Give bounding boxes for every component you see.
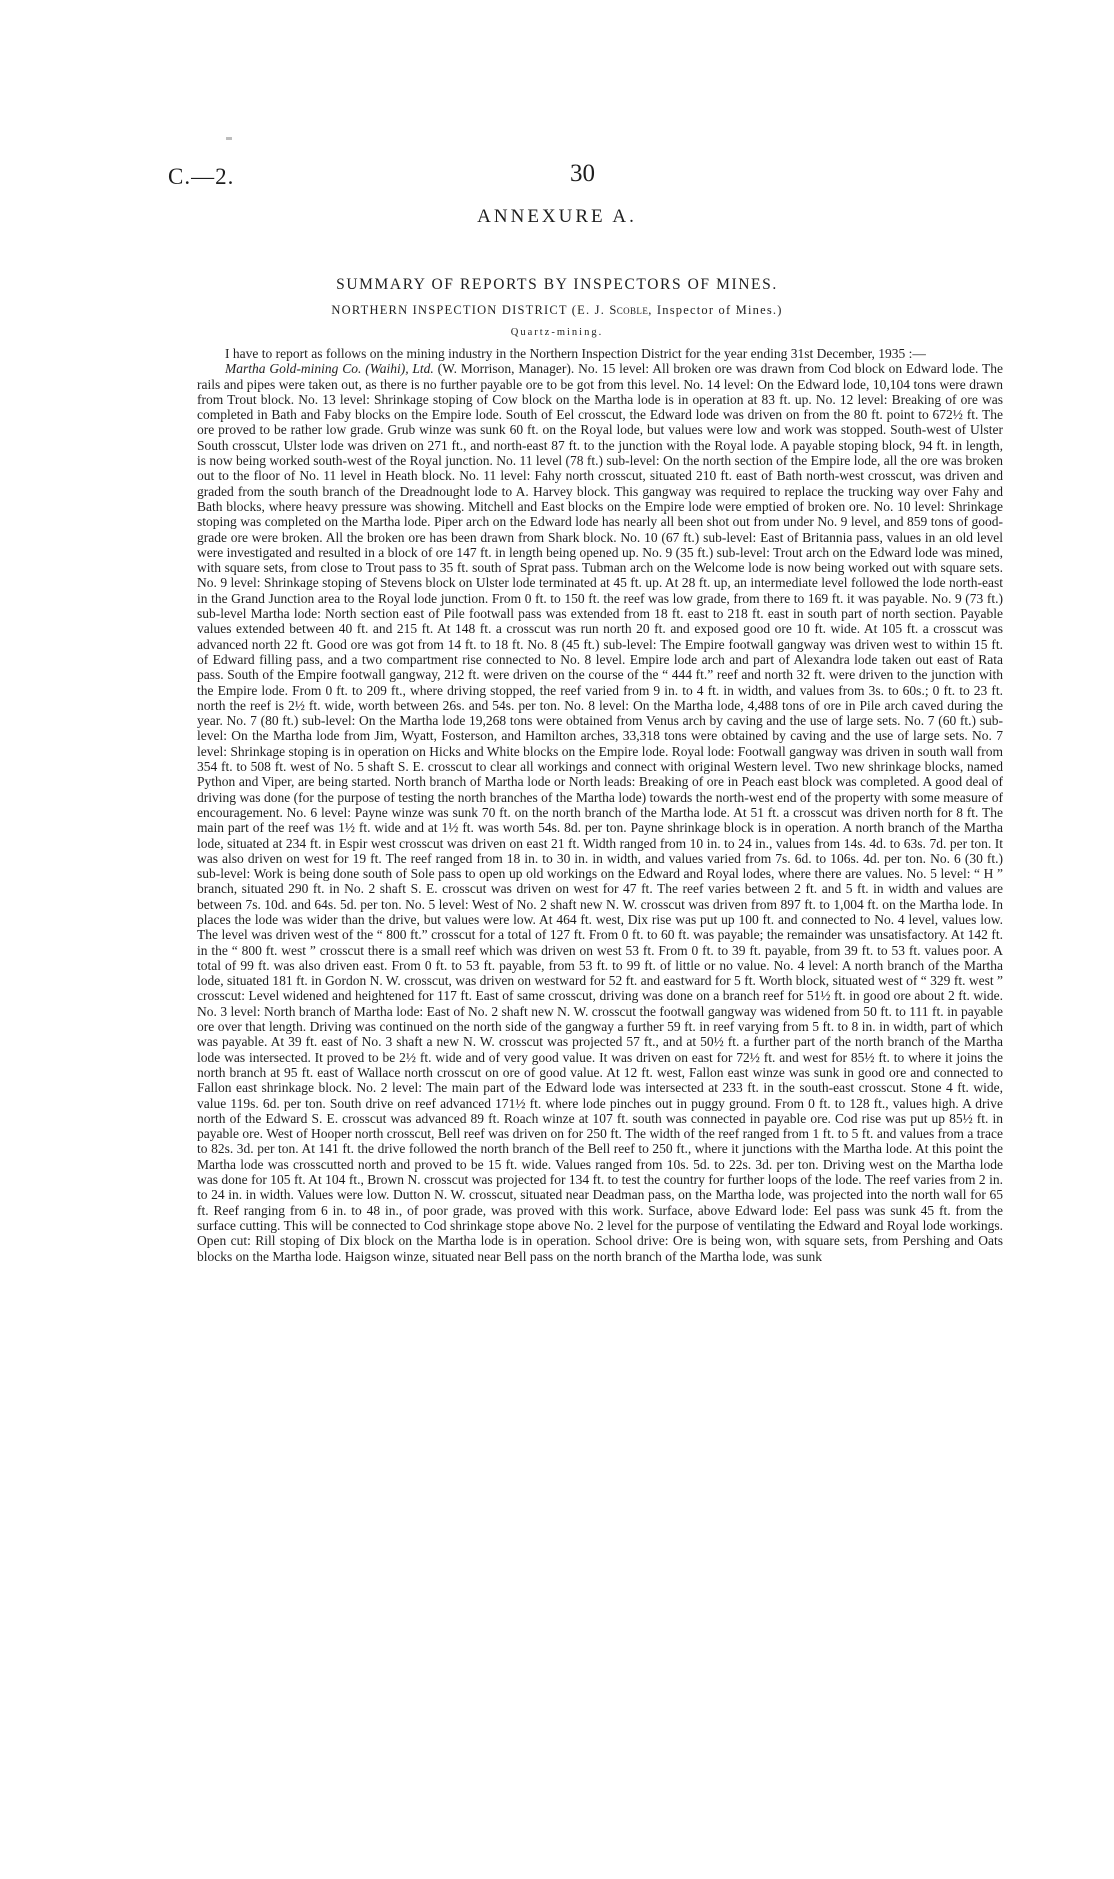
page-number: 30	[570, 160, 595, 187]
section-heading: Quartz-mining.	[510, 327, 604, 338]
report-paragraph	[197, 361, 1003, 1264]
inspector-name: Scoble	[609, 303, 649, 317]
district-heading	[0, 303, 1114, 318]
intro-paragraph: I have to report as follows on the mining industry in the Northern Inspection District for the year ending 31st December, 1935 :—	[225, 346, 926, 361]
report-text: (W. Morrison, Manager). No. 15 level: All broken ore was drawn from Cod block on Edward lode. The rails and pipes were taken out, as there is no further payable ore to be got from this level. No. 14 level: On the Edward lode, 10,104 tons were drawn from Trout block. No. 13 level: Shrinkage stoping of Cow block on the Martha lode is in operation at 83 ft. up. No. 12 level: Breaking of ore was completed in Bath and Faby blocks on the Empire lode. South of Eel crosscut, the Edward lode was driven on from the 80 ft. point to 672½ ft. The ore proved to be rather low grade. Grub winze was sunk 60 ft. on the Royal lode, but values were low and work was stopped. South-west of Ulster South crosscut, Ulster lode was driven on 271 ft., and north-east 87 ft. to the junction with the Royal lode. A payable stoping block, 94 ft. in length, is now being worked south-west of the Royal junction. No. 11 level (78 ft.) sub-level: On the north section of the Empire lode, all the ore was broken out to the floor of No. 11 level in Heath block. No. 11 level: Fahy north crosscut, situated 210 ft. east of Bath north-west crosscut, was driven and graded from the south branch of the Dreadnought lode to A. Harvey block. This gangway was required to replace the trucking way over Fahy and Bath blocks, where heavy pressure was showing. Mitchell and East blocks on the Empire lode were emptied of broken ore. No. 10 level: Shrinkage stoping was completed on the Martha lode. Piper arch on the Edward lode has nearly all been shot out from under No. 9 level, and 859 tons of good-grade ore were broken. All the broken ore has been drawn from Shark block. No. 10 (67 ft.) sub-level: East of Britannia pass, values in an old level were investigated and resulted in a block of ore 147 ft. in length being opened up. No. 9 (35 ft.) sub-level: Trout arch on the Edward lode was mined, with square sets, from close to Trout pass to 35 ft. south of Sprat pass. Tubman arch on the Welcome lode is now being worked out with square sets. No. 9 level: Shrinkage stoping of Stevens block on Ulster lode terminated at 45 ft. up. At 28 ft. up, an intermediate level followed the lode north-east in the Grand Junction area to the Royal lode junction. From 0 ft. to 150 ft. the reef was low grade, from there to 169 ft. it was payable. No. 9 (73 ft.) sub-level Martha lode: North section east of Pile footwall pass was extended from 18 ft. east to 218 ft. east in south part of north section. Payable values extended between 40 ft. and 215 ft. At 148 ft. a crosscut was run north 20 ft. and exposed good ore 10 ft. wide. At 105 ft. a crosscut was advanced north 22 ft. Good ore was got from 14 ft. to 18 ft. No. 8 (45 ft.) sub-level: The Empire footwall gangway was driven west to within 15 ft. of Edward filling pass, and a two compartment rise connected to No. 8 level. Empire lode arch and part of Alexandra lode taken out east of Rata pass. South of the Empire footwall gangway, 212 ft. were driven on the course of the “ 444 ft.” reef and north 32 ft. were driven to the junction with the Empire lode. From 0 ft. to 209 ft., where driving stopped, the reef varied from 9 in. to 4 ft. in width, and values from 3s. to 60s.; 0 ft. to 23 ft. north the reef is 2½ ft. wide, worth between 26s. and 54s. per ton. No. 8 level: On the Martha lode, 4,488 tons of ore in Pile arch caved during the year. No. 7 (80 ft.) sub-level: On the Martha lode 19,268 tons were obtained from Venus arch by caving and the use of large sets. No. 7 (60 ft.) sub-level: On the Martha lode from Jim, Wyatt, Fosterson, and Hamilton arches, 33,318 tons were obtained by caving and the use of large sets. No. 7 level: Shrinkage stoping is in operation on Hicks and White blocks on the Empire lode. Royal lode: Footwall gangway was driven in south wall from 354 ft. to 508 ft. west of No. 5 shaft S. E. crosscut to clear all workings and connect with original Western level. Two new shrinkage blocks, named Python and Viper, are being started. North branch of Martha lode or North leads: Breaking of ore in Peach east block was completed. A good deal of driving was done (for the purpose of testing the north branches of the Martha lode) towards the north-west end of the property with some measure of encouragement. No. 6 level: Payne winze was sunk 70 ft. on the north branch of the Martha lode. At 51 ft. a crosscut was driven north for 8 ft. The main part of the reef was 1½ ft. wide and at 1½ ft. was worth 54s. 8d. per ton. Payne shrinkage block is in operation. A north branch of the Martha lode, situated at 234 ft. in Espir west crosscut was driven on east 21 ft. Width ranged from 10 in. to 24 in., values from 14s. 4d. to 63s. 7d. per ton. It was also driven on west for 19 ft. The reef ranged from 18 in. to 30 in. in width, and values varied from 7s. 6d. to 106s. 4d. per ton. No. 6 (30 ft.) sub-level: Work is being done south of Sole pass to open up old workings on the Edward and Royal lodes, where there are values. No. 5 level: “ H ” branch, situated 290 ft. in No. 2 shaft S. E. crosscut was driven on west for 47 ft. The reef varies between 2 ft. and 5 ft. in width and values are between 7s. 10d. and 64s. 5d. per ton. No. 5 level: West of No. 2 shaft new N. W. crosscut was driven from 897 ft. to 1,004 ft. on the Martha lode. In places the lode was wider than the drive, but values were low. At 464 ft. west, Dix rise was put up 100 ft. and connected to No. 4 level, values low. The level was driven west of the “ 800 ft.” crosscut for a total of 127 ft. From 0 ft. to 60 ft. was payable; the remainder was unsatisfactory. At 142 ft. in the “ 800 ft. west ” crosscut there is a small reef which was driven on west 53 ft. From 0 ft. to 39 ft. payable, from 39 ft. to 53 ft. values poor. A total of 99 ft. was also driven east. From 0 ft. to 53 ft. payable, from 53 ft. to 99 ft. of little or no value. No. 4 level: A north branch of the Martha lode, situated 181 ft. in Gordon N. W. crosscut, was driven on westward for 52 ft. and eastward for 5 ft. Worth block, situated west of “ 329 ft. west ” crosscut: Level widened and heightened for 117 ft. East of same crosscut, driving was done on a branch reef for 51½ ft. in good ore about 2 ft. wide. No. 3 level: North branch of Martha lode: East of No. 2 shaft new N. W. crosscut the footwall gangway was widened from 50 ft. to 111 ft. in payable ore over that length. Driving was continued on the north side of the gangway a further 59 ft. in reef varying from 5 ft. to 8 in. in width, part of which was payable. At 39 ft. east of No. 3 shaft a new N. W. crosscut was projected 57 ft., and at 50½ ft. a further part of the north branch of the Martha lode was intersected. It proved to be 2½ ft. wide and of very good value. It was driven on east for 72½ ft. and west for 85½ ft. to where it joins the north branch at 95 ft. east of Wallace north crosscut on ore of good value. At 12 ft. west, Fallon east winze was sunk in good ore and connected to Fallon east shrinkage block. No. 2 level: The main part of the Edward lode was intersected at 233 ft. in the south-east crosscut. Stone 4 ft. wide, value 119s. 6d. per ton. South drive on reef advanced 171½ ft. where lode pinches out in puggy ground. From 0 ft. to 128 ft., values high. A drive north of the Edward S. E. crosscut was advanced 89 ft. Roach winze at 107 ft. south was connected in payable ore. Cod rise was put up 85½ ft. in payable ore. West of Hooper north crosscut, Bell reef was driven on for 250 ft. The width of the reef ranged from 1 ft. to 5 ft. and values from a trace to 82s. 3d. per ton. At 141 ft. the drive followed the north branch of the Bell reef to 250 ft., where it junctions with the Martha lode. At this point the Martha lode was crosscutted north and proved to be 15 ft. wide. Values ranged from 10s. 5d. to 22s. 3d. per ton. Driving west on the Martha lode was done for 105 ft. At 104 ft., Brown N. crosscut was projected for 134 ft. to test the country for further loops of the lode. The reef varies from 2 in. to 24 in. in width. Values were low. Dutton N. W. crosscut, situated near Deadman pass, on the Martha lode, was projected into the north wall for 65 ft. Reef ranging from 6 in. to 48 in., of poor grade, was proved with this work. Surface, above Edward lode: Eel pass was sunk 45 ft. from the surface cutting. This will be connected to Cod shrinkage stope above No. 2 level for the purpose of ventilating the Edward and Royal lode workings. Open cut: Rill stoping of Dix block on the Martha lode is in operation. School drive: Ore is being won, with square sets, from Pershing and Oats blocks on the Martha lode. Haigson winze, situated near Bell pass on the north branch of the Martha lode, was sunk	[197, 361, 1003, 1264]
report-body	[197, 346, 1003, 1836]
district-suffix: , Inspector of Mines.)	[648, 303, 783, 317]
scan-mark	[226, 137, 232, 140]
company-name: Martha Gold-mining Co. (Waihi), Ltd.	[225, 361, 434, 377]
summary-title: SUMMARY OF REPORTS BY INSPECTORS OF MINES.	[336, 276, 778, 293]
document-reference: C.—2.	[168, 164, 235, 189]
annexure-title: ANNEXURE A.	[477, 206, 637, 227]
district-prefix: NORTHERN INSPECTION DISTRICT (E. J.	[331, 303, 610, 317]
